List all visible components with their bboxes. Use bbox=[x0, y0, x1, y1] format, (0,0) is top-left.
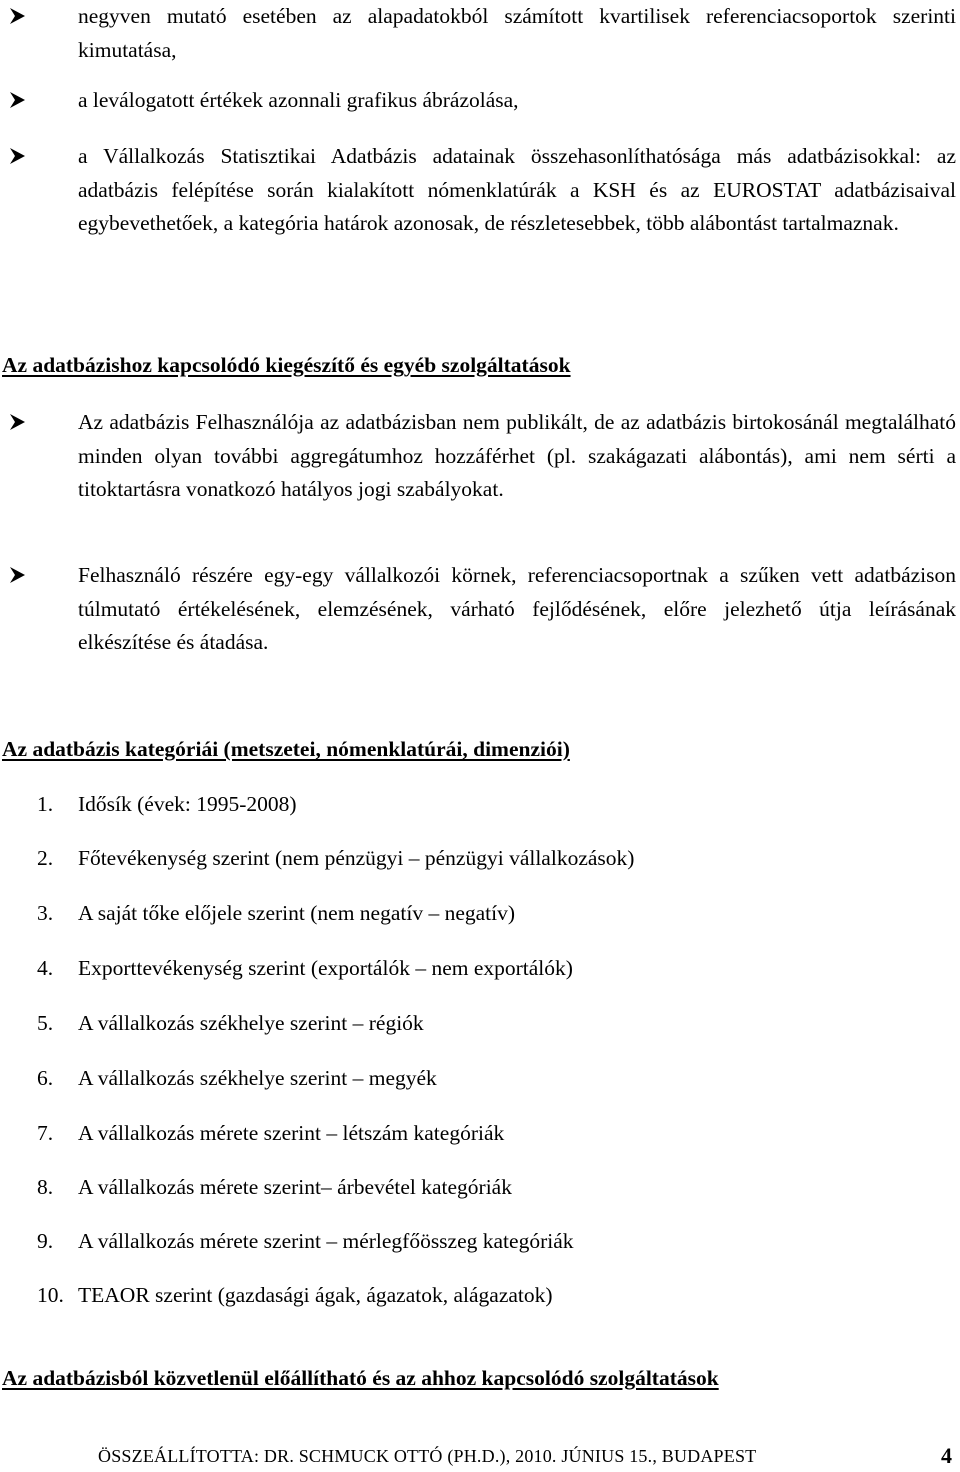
bullet-text: Felhasználó részére egy-egy vállalkozói körnek, referenciacsoportnak a szűken vett adatbázison túlmutató értékelésének, elemzésének, várható fejlődésének, előre jelezhető útja leírásának elkészítése és átadása. bbox=[78, 563, 956, 654]
page-footer: ÖSSZEÁLLÍTOTTA: DR. SCHMUCK OTTÓ (PH.D.), 2010. JÚNIUS 15., BUDAPEST bbox=[98, 1446, 757, 1466]
list-item-number: 6. bbox=[37, 1066, 54, 1090]
list-item-label: Exporttevékenység szerint (exportálók – nem exportálók) bbox=[78, 956, 573, 980]
section-heading-services: Az adatbázishoz kapcsolódó kiegészítő és egyéb szolgáltatások bbox=[2, 353, 571, 377]
list-item-number: 10. bbox=[37, 1283, 64, 1307]
bullet-text: negyven mutató esetében az alapadatokból számított kvartilisek referenciacsoportok szerinti kimutatása, bbox=[78, 4, 956, 62]
bullet-text: Az adatbázis Felhasználója az adatbázisban nem publikált, de az adatbázis birtokosánál megtalálható minden olyan további aggregátumhoz hozzáférhet (pl. szakágazati alábontás), ami nem sérti a titoktartásra vonatkozó hatályos jogi szabályokat. bbox=[78, 410, 956, 501]
arrow-bullet-icon bbox=[8, 146, 28, 166]
bullet-text: a leválogatott értékek azonnali grafikus ábrázolása, bbox=[78, 88, 519, 112]
list-item-number: 2. bbox=[37, 846, 54, 870]
list-item-label: Idősík (évek: 1995-2008) bbox=[78, 792, 297, 816]
list-item-number: 5. bbox=[37, 1011, 54, 1035]
list-item-number: 9. bbox=[37, 1229, 54, 1253]
list-item-label: A vállalkozás mérete szerint – mérlegfőösszeg kategóriák bbox=[78, 1229, 574, 1253]
section-heading-direct-services: Az adatbázisból közvetlenül előállítható és az ahhoz kapcsolódó szolgáltatások bbox=[2, 1366, 719, 1390]
list-item-label: A vállalkozás mérete szerint – létszám kategóriák bbox=[78, 1121, 505, 1145]
list-item-number: 1. bbox=[37, 792, 54, 816]
bullet-text: a Vállalkozás Statisztikai Adatbázis adatainak összehasonlíthatósága más adatbázisokkal: az adatbázis felépítése során kialakított nómenklatúrák a KSH és az EUROSTAT adatbázisaival egybevethetőek, a kategória határok azonosak, de részletesebbek, több alábontást tartalmaznak. bbox=[78, 144, 956, 235]
list-item-label: A saját tőke előjele szerint (nem negatív – negatív) bbox=[78, 901, 516, 925]
list-item-label: A vállalkozás székhelye szerint – megyék bbox=[78, 1066, 437, 1090]
list-item-number: 4. bbox=[37, 956, 54, 980]
arrow-bullet-icon bbox=[8, 90, 28, 110]
arrow-bullet-icon bbox=[8, 412, 28, 432]
section-heading-categories: Az adatbázis kategóriái (metszetei, nómenklatúrái, dimenziói) bbox=[2, 737, 570, 761]
list-item-label: A vállalkozás mérete szerint– árbevétel kategóriák bbox=[78, 1175, 512, 1199]
list-item-number: 3. bbox=[37, 901, 54, 925]
list-item-label: A vállalkozás székhelye szerint – régiók bbox=[78, 1011, 424, 1035]
arrow-bullet-icon bbox=[8, 6, 28, 26]
page-number: 4 bbox=[941, 1443, 952, 1468]
list-item-number: 8. bbox=[37, 1175, 54, 1199]
list-item-label: TEAOR szerint (gazdasági ágak, ágazatok, alágazatok) bbox=[78, 1283, 553, 1307]
list-item-label: Főtevékenység szerint (nem pénzügyi – pénzügyi vállalkozások) bbox=[78, 846, 635, 870]
arrow-bullet-icon bbox=[8, 565, 28, 585]
list-item-number: 7. bbox=[37, 1121, 54, 1145]
